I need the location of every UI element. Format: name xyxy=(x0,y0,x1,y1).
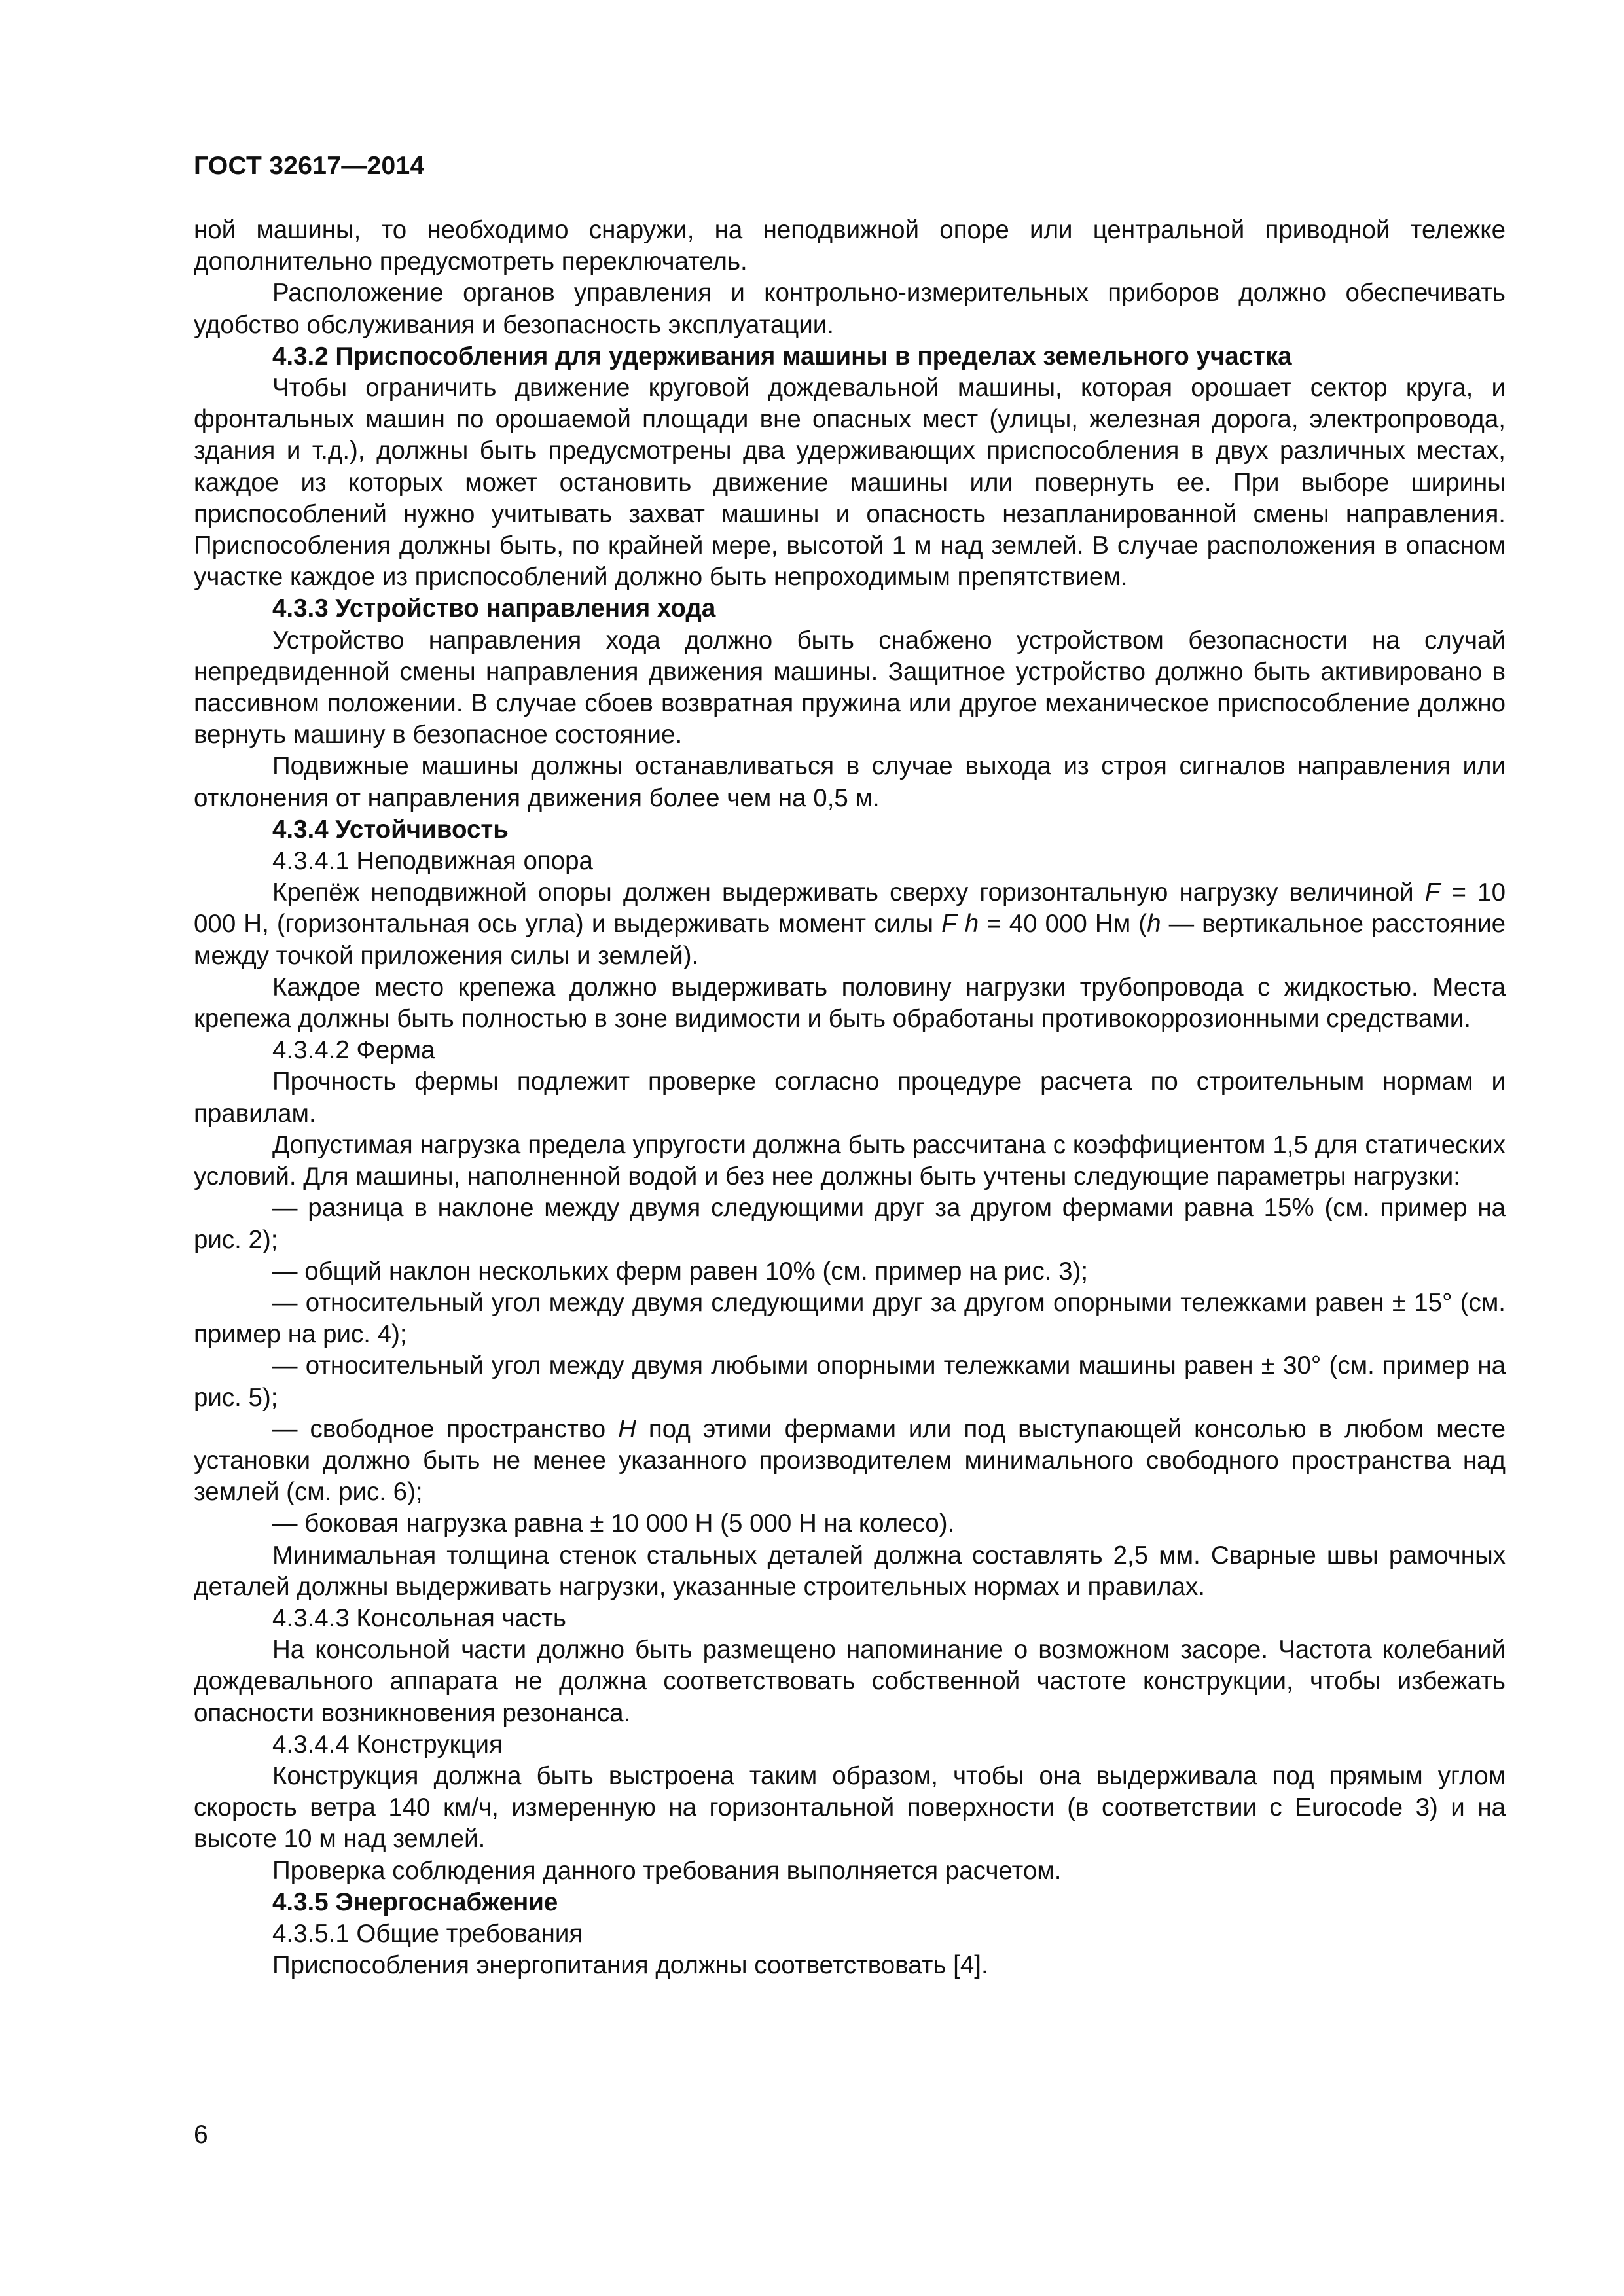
paragraph: Чтобы ограничить движение круговой дождевальной машины, которая орошает сектор круга, и фронтальных машин по орошаемой площади вне опасных мест (улицы, железная дорога, электропровода, здания и т.д.), должны быть предусмотрены два удерживающих приспособления в двух различных местах, каждое из которых может остановить движение машины или повернуть ее. При выборе ширины приспособлений нужно учитывать захват машины и опасность незапланированной смены направления. Приспособления должны быть, по крайней мере, высотой 1 м над землей. В случае расположения в опасном участке каждое из приспособлений должно быть непроходимым препятствием. xyxy=(194,374,1506,592)
section-heading-4-3-4: 4.3.4 Устойчивость xyxy=(272,815,509,844)
text-run: — свободное пространство xyxy=(272,1414,619,1443)
subsection-heading: 4.3.4.2 Ферма xyxy=(272,1036,435,1065)
list-item xyxy=(194,1414,1506,1509)
text-run: под этими фермами или под выступающей консолью в любом месте установки должно быть не менее указанного производителем минимального свободного пространства над землей (см. рис. 6); xyxy=(194,1414,1506,1507)
variable-h: h xyxy=(964,910,979,939)
text-run xyxy=(957,910,965,938)
paragraph: Устройство направления хода должно быть снабжено устройством безопасности на случай непредвиденной смены направления движения машины. Защитное устройство должно быть активировано в пассивном положении. В случае сбоев возвратная пружина или другое механическое приспособление должно вернуть машину в безопасное состояние. xyxy=(194,626,1506,749)
list-item: — относительный угол между двумя следующими друг за другом опорными тележками равен ± 15° (см. пример на рис. 4); xyxy=(194,1288,1506,1349)
variable-f: F xyxy=(1424,878,1441,907)
paragraph: Допустимая нагрузка предела упругости должна быть рассчитана с коэффициентом 1,5 для статических условий. Для машины, наполненной водой и без нее должны быть учтены следующие параметры нагрузки: xyxy=(194,1130,1506,1191)
subsection-heading: 4.3.5.1 Общие требования xyxy=(272,1919,583,1948)
paragraph: Каждое место крепежа должно выдерживать половину нагрузки трубопровода с жидкостью. Места крепежа должны быть полностью в зоне видимости и быть обработаны противокоррозионными средствами. xyxy=(194,973,1506,1033)
section-heading-4-3-3: 4.3.3 Устройство направления хода xyxy=(272,594,716,623)
page-number: 6 xyxy=(194,2121,208,2149)
subsection-heading: 4.3.4.4 Конструкция xyxy=(272,1730,503,1759)
document-body xyxy=(194,215,1506,1981)
text-run: = 10 000 Н, (горизонтальная ось угла) и выдерживать момент силы xyxy=(194,878,1506,939)
text-run: — вертикальное расстояние между точкой приложения силы и землей). xyxy=(194,910,1506,970)
list-item: — относительный угол между двумя любыми опорными тележками машины равен ± 30° (см. пример на рис. 5); xyxy=(194,1352,1506,1412)
paragraph: Конструкция должна быть выстроена таким образом, чтобы она выдерживала под прямым углом скорость ветра 140 км/ч, измеренную на горизонтальной поверхности (в соответствии с Eurocode 3) и на высоте 10 м над землей. xyxy=(194,1761,1506,1854)
text-run: = 40 000 Нм ( xyxy=(979,910,1147,939)
subsection-heading: 4.3.4.3 Консольная часть xyxy=(272,1604,566,1632)
paragraph: Проверка соблюдения данного требования выполняется расчетом. xyxy=(272,1856,1062,1885)
paragraph: Прочность фермы подлежит проверке согласно процедуре расчета по строительным нормам и правилам. xyxy=(194,1067,1506,1128)
document-code-header: ГОСТ 32617—2014 xyxy=(194,152,425,180)
subsection-heading: 4.3.4.1 Неподвижная опора xyxy=(272,847,593,876)
paragraph: Приспособления энергопитания должны соответствовать [4]. xyxy=(272,1951,988,1980)
paragraph: На консольной части должно быть размещено напоминание о возможном засоре. Частота колебаний дождевального аппарата не должна соответствовать собственной частоте конструкции, чтобы избежать опасности возникновения резонанса. xyxy=(194,1636,1506,1727)
variable-f: F xyxy=(941,910,957,939)
paragraph: Подвижные машины должны останавливаться в случае выхода из строя сигналов направления или отклонения от направления движения более чем на 0,5 м. xyxy=(194,752,1506,812)
section-heading-4-3-5: 4.3.5 Энергоснабжение xyxy=(272,1888,558,1916)
list-item: — общий наклон нескольких ферм равен 10% (см. пример на рис. 3); xyxy=(272,1257,1089,1285)
list-item: — боковая нагрузка равна ± 10 000 Н (5 000 Н на колесо). xyxy=(272,1509,955,1538)
variable-h-upper: H xyxy=(618,1414,636,1443)
section-heading-4-3-2: 4.3.2 Приспособления для удерживания машины в пределах земельного участка xyxy=(272,342,1292,370)
paragraph: ной машины, то необходимо снаружи, на неподвижной опоре или центральной приводной тележке дополнительно предусмотреть переключатель. xyxy=(194,216,1506,276)
paragraph-force xyxy=(194,877,1506,972)
text-run: Крепёж неподвижной опоры должен выдерживать сверху горизонтальную нагрузку величиной xyxy=(272,878,1425,907)
variable-h: h xyxy=(1147,910,1161,939)
paragraph: Минимальная толщина стенок стальных деталей должна составлять 2,5 мм. Сварные швы рамочных деталей должны выдерживать нагрузки, указанные строительных нормах и правилах. xyxy=(194,1541,1506,1601)
paragraph: Расположение органов управления и контрольно-измерительных приборов должно обеспечивать удобство обслуживания и безопасность эксплуатации. xyxy=(194,279,1506,339)
list-item: — разница в наклоне между двумя следующими друг за другом фермами равна 15% (см. пример на рис. 2); xyxy=(194,1194,1506,1254)
